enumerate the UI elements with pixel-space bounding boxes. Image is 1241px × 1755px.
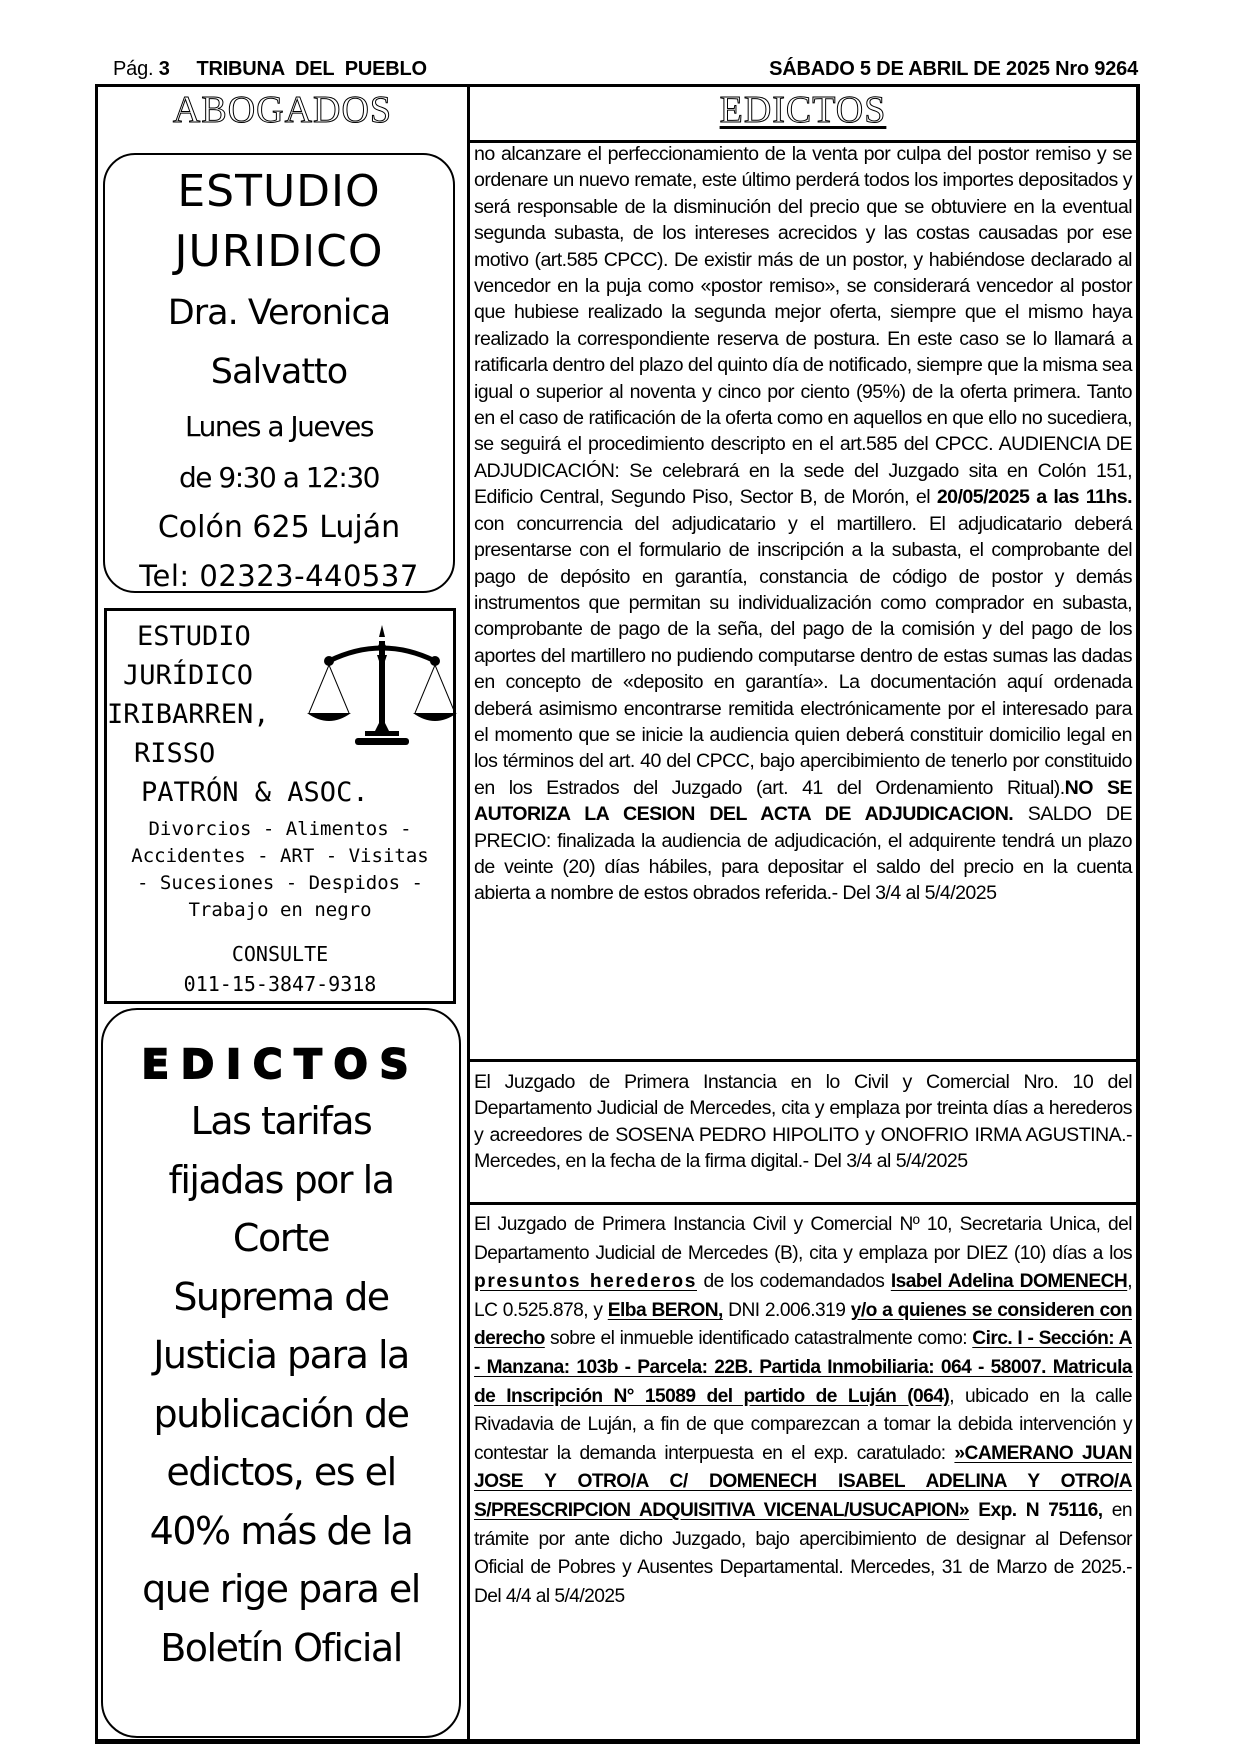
consult-phone: 011-15-3847-9318 [183,972,377,996]
notice-text: SALDO DE PRECIO: finalizada la audiencia de adjudicación, el adquirente tendrá un plazo de veinte (20) días hábiles, para depositar el saldo del precio en la cuenta abierta a nombre de estos obrados referida.- Del 3/4 al 5/4/2025 [474,803,1132,905]
notice-text: no alcanzare el perfeccionamiento de la venta por culpa del postor remiso y se ordenare un nuevo remate, este último perderá todos los importes depositados y será responsable de la disminución del precio que se obtuviere en la eventual segunda subasta, de los intereses acrecidos y las costas causadas por ese motivo (art.585 CPCC). De existir más de un postor, y habiéndose declarado al vencedor en la puja como «postor remiso», se considerará vencedor al postor que hubiese realizado la segunda mejor oferta, siempre que el mismo haya realizado la correspondiente reserva de postura. En este caso se lo llamará a ratificarla dentro del plazo del quinto día de notificado, siempre que la misma sea igual o superior al noventa y cinco por ciento (95%) de la oferta primera. Tanto en el caso de ratificación de la oferta como en aquellos en que ello no sucediera, se seguirá el procedimiento descripto en el art.585 del CPCC. AUDIENCIA DE ADJUDICACIÓN: Se celebrará en la sede del Juzgado sita en Colón 151, Edificio Central, Segundo Piso, Sector B, de Morón, el [474,143,1132,509]
ad-body-line: Corte [232,1216,330,1260]
notice-text: en trámite por ante dicho Juzgado, bajo apercibimiento de designar al Defensor Oficial de Pobres y Ausentes Departamental. Mercedes, 31 de Marzo de 2025.- Del 4/4 al 5/4/2025 [474,1499,1132,1607]
defendant-name: Isabel Adelina DOMENECH [890,1271,1128,1293]
ad-body-line: Las tarifas [190,1099,372,1143]
lawyer-surname: Salvatto [210,352,348,392]
bold-notice: NO SE AUTORIZA LA CESION DEL ACTA DE ADJUDICACION. [474,776,1132,826]
column-divider [467,84,470,1744]
notice-text: , LC 0.525.878, y [474,1271,1132,1321]
consult-label: CONSULTE [231,942,329,966]
notice-emphasis: y/o a quienes se consideren con derecho [474,1299,1132,1350]
issue-date: SÁBADO 5 DE ABRIL DE 2025 Nro 9264 [769,58,1138,80]
case-number: Exp. N 75116, [969,1499,1103,1521]
ad-line: JURIDICO [174,226,384,277]
office-phone: Tel: 02323-440537 [139,559,419,593]
firm-name-line: PATRÓN & ASOC. [141,777,369,808]
ad-body-line: Justicia para la [153,1333,409,1377]
masthead [113,58,1138,86]
notice-divider [470,1202,1136,1205]
ad-body-line: 40% más de la [149,1508,413,1553]
ad-body-line: que rige para el [142,1567,420,1611]
defendant-name: Elba BERON, [607,1299,723,1321]
page-number: 3 [158,58,170,80]
notice-emphasis: presuntos herederos [474,1271,697,1293]
service-line: Divorcios - Alimentos - [148,818,412,840]
ad-estudio-salvatto [103,153,455,593]
notice-text: El Juzgado de Primera Instancia Civil y Comercial Nº 10, Secretaria Unica, del Departamento Judicial de Mercedes (B), cita y emplaza por DIEZ (10) días a los [474,1214,1132,1264]
consult-block [107,939,453,999]
ad-edictos-tarifas [101,1008,461,1738]
ad-body-line: publicación de [153,1391,409,1436]
notice-text: DNI 2.006.319 [722,1299,851,1321]
notice-text: con concurrencia del adjudicatario y el martillero. El adjudicatario deberá presentarse con el formulario de inscripción a la subasta, el comprobante del pago de depósito en garantía, constancia de código de postor y demás instrumentos que permitan su individualización como comprador en subasta, comprobante de pago de la seña, del pago de la comisión y del pago de los aportes del martillero no pudiendo computarse dentro de estas sumas las dadas en concepto de «deposito en garantía». La documentación aquí ordenada deberá asimismo encontrarse remitida electrónicamente por el interesado para el momento que se inicie la audiencia quien deberá constituir domicilio legal en los términos del art. 40 del CPCC, bajo apercibimiento de tenerlo por constituido en los Estrados del Juzgado (art. 41 del Ordenamiento Ritual). [474,512,1132,799]
hearing-date: 20/05/2025 a las 11hs. [936,486,1132,509]
ad-edictos-title: EDICTOS [141,1042,421,1088]
office-address: Colón 625 Luján [157,510,401,545]
ad-estudio-iribarren [104,608,456,1004]
page-label: Pág. [113,58,154,80]
ad-line: ESTUDIO [177,166,381,217]
scales-of-justice-icon [307,621,457,751]
firm-name-line: IRIBARREN, [107,699,270,730]
notice-sosena: El Juzgado de Primera Instancia en lo Civil y Comercial Nro. 10 del Departamento Judicial de Mercedes, cita y emplaza por treinta días a herederos y acreedores de SOSENA PEDRO HIPOLITO y ONOFRIO IRMA AGUSTINA.- Mercedes, en la fecha de la firma digital.- Del 3/4 al 5/4/2025 [474,1071,1132,1173]
service-line: Accidentes - ART - Visitas [131,845,429,867]
service-line: - Sucesiones - Despidos - [137,872,423,894]
ad-body-line: fijadas por la [168,1157,394,1202]
ad-body-line: Boletín Oficial [160,1625,402,1670]
ad-body-line: edictos, es el [166,1450,396,1494]
office-hours: de 9:30 a 12:30 [179,461,379,494]
notice-subasta [474,141,1132,907]
notice-divider [470,1059,1136,1062]
firm-name-line: RISSO [134,738,216,769]
lawyer-name: Dra. Veronica [167,293,391,333]
service-line: Trabajo en negro [188,899,372,921]
section-title-edictos-text: EDICTOS [719,89,887,131]
office-days: Lunes a Jueves [185,410,373,443]
firm-name-line: ESTUDIO [137,621,251,652]
property-identification: Circ. I - Sección: A - Manzana: 103b - Parcela: 22B. Partida Inmobiliaria: 064 - 58007. Matricula de Inscripción N° 15089 del partido de Luján (064) [474,1328,1132,1407]
notice-camerano [474,1211,1132,1611]
section-title-edictos [470,88,1136,140]
masthead-left [113,58,427,81]
notice-text: de los codemandados [697,1271,891,1293]
services-list [107,816,453,924]
firm-name-line: JURÍDICO [123,660,254,691]
notice-text: sobre el inmueble identificado catastralmente como: [544,1328,973,1350]
section-title-abogados: ABOGADOS [172,89,393,131]
case-title: »CAMERANO JUAN JOSE Y OTRO/A C/ DOMENECH ISABEL ADELINA Y OTRO/A S/PRESCRIPCION ADQUISITIVA VICENAL/USUCAPION» [474,1442,1132,1521]
notice-text: , ubicado en la calle Rivadavia de Luján, a fin de que comparezcan a tomar la debida intervención y contestar la demanda interpuesta en el exp. caratulado: [474,1385,1132,1464]
newspaper-name: TRIBUNA DEL PUEBLO [196,58,427,80]
ad-edictos-body [103,1092,459,1677]
ad-body-line: Suprema de [173,1274,389,1319]
